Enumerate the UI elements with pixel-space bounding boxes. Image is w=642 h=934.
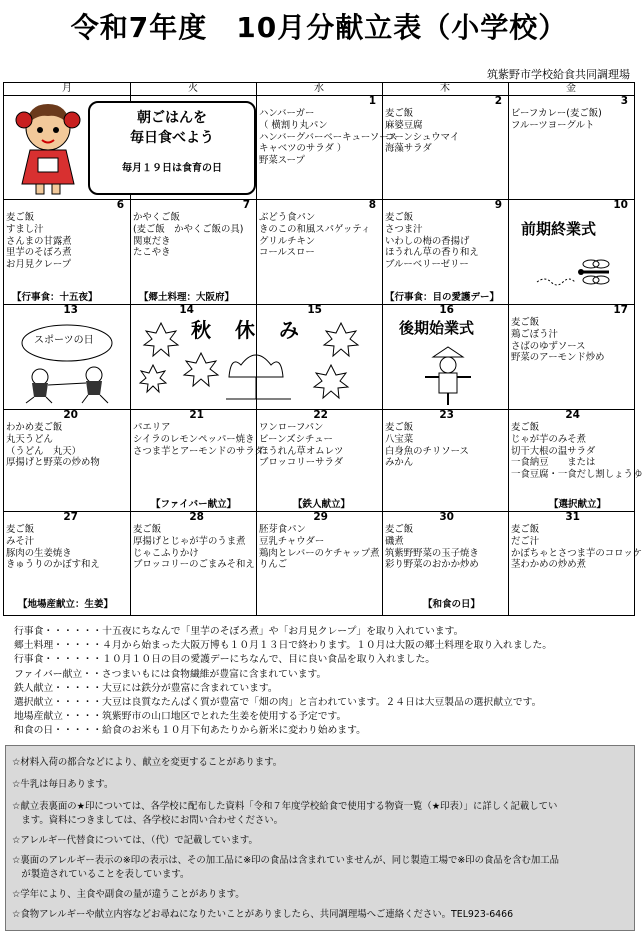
day-note: 【選択献立】 <box>549 499 607 511</box>
kouki-label: 後期始業式 <box>399 319 475 337</box>
menu-line: 地場産献立・・・・筑紫野市の山口地区でとれた生姜を使用する予定です。 <box>14 711 347 723</box>
day-number: 2 <box>494 95 502 107</box>
menu-line: じゃが芋のみそ煮 <box>511 433 587 445</box>
menu-line: 豆乳チャウダー <box>259 535 325 547</box>
menu-list <box>133 524 255 571</box>
menu-line: みかん <box>385 457 414 469</box>
menu-line: 丸天うどん <box>6 433 53 445</box>
day-number: 7 <box>242 199 250 211</box>
menu-line: 筑紫野野菜の玉子焼き <box>385 547 479 559</box>
organization-name: 筑紫野市学校給食共同調理場 <box>487 68 630 81</box>
menu-line: ビーフカレー(麦ご飯) <box>511 108 602 119</box>
breakfast-callout <box>88 101 256 195</box>
day-cell-29 <box>257 512 382 615</box>
menu-line: ファイバー献立・・さつまいもには食物繊維が豊富に含まれています。 <box>14 668 327 680</box>
day-cell-8 <box>257 200 382 304</box>
notice-line: ☆裏面のアレルギー表示の※印の表示は、その加工品に※印の食品は含まれていませんが、同じ製造工場で※印の食品を含む加工品 <box>12 855 559 866</box>
menu-line: ハンバーグバーベーキューソース <box>259 131 398 143</box>
sports-day-illustration <box>12 321 122 403</box>
day-cell-7 <box>131 200 256 304</box>
menu-line: 豚肉の生姜焼き <box>6 547 72 559</box>
weekday-thu: 木 <box>382 83 508 95</box>
scarecrow-illustration <box>423 345 473 405</box>
menu-line: さばのゆずソース <box>511 340 586 352</box>
menu-line: 麦ご飯 <box>385 524 414 535</box>
menu-line: 選択献立・・・・・大豆は良質なたんぱく質が豊富で「畑の肉」と言われています。２４日は大豆製品の選択献立です。 <box>14 697 542 709</box>
day-number: 20 <box>63 409 78 421</box>
day-number: 29 <box>313 511 328 523</box>
menu-line: 麦ご飯 <box>6 524 35 535</box>
notice-line: ☆材料入荷の都合などにより、献立を変更することがあります。 <box>12 757 283 768</box>
day-number: 28 <box>189 511 204 523</box>
menu-line: 白身魚のチリソース <box>385 445 469 457</box>
menu-line: きのこの和風スパゲッティ <box>259 223 371 235</box>
menu-line: 胚芽食パン <box>259 524 306 535</box>
menu-list <box>133 422 264 457</box>
day-cell-10 <box>509 200 634 304</box>
menu-list <box>6 422 100 469</box>
menu-line: 行事食・・・・・・十五夜にちなんで「里芋のそぼろ煮」や「お月見クレープ」を取り入れています。 <box>14 626 464 637</box>
menu-line: 野菜のアーモンド炒め <box>511 352 605 364</box>
day-cell-27 <box>4 512 130 615</box>
weekday-fri: 金 <box>508 83 634 95</box>
sports-day-label: スポーツの日 <box>34 335 94 346</box>
notices-box <box>5 745 635 931</box>
menu-line: 野菜スープ <box>259 155 305 167</box>
menu-line: 麦ご飯 <box>6 212 35 223</box>
menu-line: りんご <box>259 559 288 571</box>
day-number: 30 <box>439 511 454 523</box>
autumn-break-cell <box>131 305 382 409</box>
day-cell-9 <box>383 200 508 304</box>
menu-line: かやくご飯 <box>133 212 180 223</box>
day-cell-1 <box>257 95 398 199</box>
day-number: 15 <box>307 304 322 316</box>
menu-line: ブロッコリーサラダ <box>259 457 344 469</box>
menu-line: 麦ご飯 <box>385 212 414 223</box>
menu-line: ワンローフパン <box>259 422 324 433</box>
menu-line: みそ汁 <box>6 535 35 547</box>
day-number: 31 <box>565 511 580 523</box>
day-cell-6 <box>4 200 130 304</box>
day-cell-21 <box>131 409 264 511</box>
day-number: 3 <box>620 95 628 107</box>
day-note: 【郷土料理：大阪府】 <box>139 292 235 304</box>
day-number: 6 <box>116 199 124 211</box>
menu-line: 茎わかめの炒め煮 <box>511 559 587 571</box>
menu-line: フルーツヨーグルト <box>511 119 595 131</box>
menu-line: 磯煮 <box>385 535 404 547</box>
weekday-tue: 火 <box>130 83 256 95</box>
menu-list <box>6 212 72 271</box>
menu-line: 鶏ごぼう汁 <box>511 328 558 340</box>
day-number: 8 <box>368 199 376 211</box>
day-number: 17 <box>613 304 628 316</box>
notice-line: ます。資料につきましては、各学校にお問い合わせください。 <box>12 815 283 826</box>
notice-line: ☆牛乳は毎日あります。 <box>12 779 114 790</box>
girl-illustration <box>8 98 88 198</box>
day-cell-20 <box>4 410 130 511</box>
day-cell-16 <box>383 305 508 409</box>
menu-line: 郷土料理・・・・・４月から始まった大阪万博も１０月１３日で終わります。１０月は大阪の郷土料理を取り入れました。 <box>14 640 553 652</box>
menu-line: 海藻サラダ <box>385 143 432 155</box>
notice-line: ☆献立表裏面の★印については、各学校に配布した資料「令和７年度学校給食で使用する物資一覧（★印表）」に詳しく記載してい <box>12 801 558 812</box>
maple-leaves-illustration <box>131 305 381 405</box>
menu-list <box>511 108 602 132</box>
menu-line: 厚揚げとじゃが芋のうま煮 <box>133 535 246 547</box>
menu-line: (麦ご飯 かやくご飯の具) <box>133 223 244 235</box>
menu-line: ビーンズシチュー <box>259 433 333 445</box>
menu-list <box>385 212 479 271</box>
menu-line: ぶどう食パン <box>259 212 316 223</box>
menu-line: 麦ご飯 <box>385 108 414 119</box>
menu-line: お月見クレープ <box>6 259 72 271</box>
day-cell-22 <box>257 410 382 511</box>
menu-list <box>259 524 380 571</box>
menu-line: 行事食・・・・・・１０月１０日の目の愛護デーにちなんで、目に良い食品を取り入れました。 <box>14 654 436 666</box>
menu-line: だご汁 <box>511 535 540 547</box>
menu-line: さつま汁 <box>385 223 423 235</box>
menu-line: きゅうりのかぼす和え <box>6 559 100 571</box>
menu-line: 八宝菜 <box>385 433 414 445</box>
menu-line: 麻婆豆腐 <box>385 119 423 131</box>
menu-line: 麦ご飯 <box>385 422 414 433</box>
dragonfly-icon <box>535 258 615 288</box>
menu-list <box>385 108 459 155</box>
menu-line: （ 横割り丸パン <box>259 119 328 131</box>
day-note: 【和食の日】 <box>423 599 481 611</box>
day-number: 23 <box>439 409 454 421</box>
menu-line: 麦ご飯 <box>511 524 540 535</box>
menu-line: 鶏肉とレバーのケチャップ煮 <box>259 547 380 559</box>
day-number: 24 <box>565 409 580 421</box>
menu-list <box>133 212 243 259</box>
notice-line: ☆学年により、主食や副食の量が違うことがあります。 <box>12 889 245 900</box>
menu-line: わかめ麦ご飯 <box>6 422 63 433</box>
menu-list <box>385 524 479 571</box>
menu-line: コーンシュウマイ <box>385 131 460 143</box>
menu-line: （うどん 丸天） <box>6 445 82 457</box>
menu-line: パエリア <box>133 422 171 433</box>
day-cell-17 <box>509 305 634 409</box>
calendar-grid <box>3 82 642 616</box>
notice-line: ☆食物アレルギーや献立内容などお尋ねになりたいことがありましたら、共同調理場へご連絡ください。TEL923-6466 <box>12 909 514 920</box>
day-number: 9 <box>494 199 502 211</box>
menu-list <box>511 422 642 481</box>
menu-line: たこやき <box>133 247 171 259</box>
menu-line: 切干大根の温サラダ <box>511 445 596 457</box>
menu-line: 麦ご飯 <box>133 524 162 535</box>
menu-line: 鉄人献立・・・・・大豆には鉄分が豊富に含まれています。 <box>14 682 278 694</box>
day-note: 【行事食：十五夜】 <box>12 292 98 304</box>
menu-line: さんまの甘露煮 <box>6 235 72 247</box>
menu-line: ブルーベリーゼリー <box>385 259 469 271</box>
day-number: 21 <box>189 409 204 421</box>
day-cell-23 <box>383 410 508 511</box>
day-note: 【行事食：目の愛護デー】 <box>385 292 500 304</box>
notice-line: が製造されていることを表しています。 <box>12 869 190 880</box>
day-cell-30 <box>383 512 508 615</box>
day-number: 16 <box>439 304 454 316</box>
day-cell-13 <box>4 305 130 409</box>
menu-line: ほうれん草オムレツ <box>259 445 344 457</box>
menu-line: ほうれん草の香り和え <box>385 247 479 259</box>
callout-line2: 毎日食べよう <box>130 130 214 146</box>
zenki-label: 前期終業式 <box>521 220 597 238</box>
menu-line: ハンバーガー <box>259 108 315 119</box>
menu-list <box>259 108 398 167</box>
menu-list <box>259 212 370 259</box>
menu-line: 関東だき <box>133 235 171 247</box>
menu-line: 里芋のそぼろ煮 <box>6 247 72 259</box>
day-cell-31 <box>509 511 642 615</box>
day-number: 14 <box>179 304 194 316</box>
menu-line: コールスロー <box>259 247 315 259</box>
menu-line: すまし汁 <box>6 223 44 235</box>
day-cell-2 <box>383 96 508 199</box>
day-number: 22 <box>313 409 328 421</box>
menu-list <box>511 317 604 364</box>
day-note: 【ファイバー献立】 <box>151 499 237 511</box>
callout-line1: 朝ごはんを <box>137 110 207 126</box>
menu-list <box>6 524 100 571</box>
menu-line: さつま芋とアーモンドのサラダ <box>133 445 264 457</box>
page-title: 令和7年度 10月分献立表（小学校） <box>70 11 568 44</box>
weekday-mon: 月 <box>4 83 130 95</box>
day-cell-24 <box>509 409 642 511</box>
day-note: 【鉄人献立】 <box>293 499 351 511</box>
menu-line: シイラのレモンペッパー焼き <box>133 433 255 445</box>
autumn-break-label: 秋 休 み <box>191 318 301 342</box>
day-number: 1 <box>368 95 376 107</box>
day-number: 13 <box>63 304 78 316</box>
day-number: 10 <box>613 199 628 211</box>
callout-line3: 毎月１９日は食育の日 <box>122 163 222 174</box>
day-cell-3 <box>509 96 634 199</box>
menu-line: 麦ご飯 <box>511 317 540 328</box>
menu-line: グリルチキン <box>259 235 316 247</box>
menu-line: じゃこふりかけ <box>133 547 199 559</box>
menu-line: ブロッコリーのごまみそ和え <box>133 559 255 571</box>
menu-line: キャベツのサラダ ） <box>259 143 347 155</box>
weekday-wed: 水 <box>256 83 382 95</box>
day-number: 27 <box>63 511 78 523</box>
menu-line: 和食の日・・・・・給食のお米も１０月下旬あたりから新米に変わり始めます。 <box>14 725 366 737</box>
menu-line: いわしの梅の香揚げ <box>385 235 470 247</box>
menu-list <box>259 422 343 469</box>
footnotes <box>14 625 552 739</box>
notice-line: ☆アレルギー代替食については、（代）で記載しています。 <box>12 835 258 846</box>
menu-line: 一食豆腐・一食だし割しょうゆ <box>511 469 642 481</box>
menu-line: かぼちゃとさつま芋のコロッケ <box>511 547 642 559</box>
menu-line: 彩り野菜のおかか炒め <box>385 559 479 571</box>
menu-line: 厚揚げと野菜の炒め物 <box>6 457 100 469</box>
day-note: 【地場産献立：生姜】 <box>18 599 114 611</box>
menu-list <box>385 422 469 469</box>
menu-line: 一食納豆 または <box>511 457 596 469</box>
menu-line: 麦ご飯 <box>511 422 540 433</box>
menu-list <box>511 524 642 571</box>
day-cell-28 <box>131 512 256 615</box>
